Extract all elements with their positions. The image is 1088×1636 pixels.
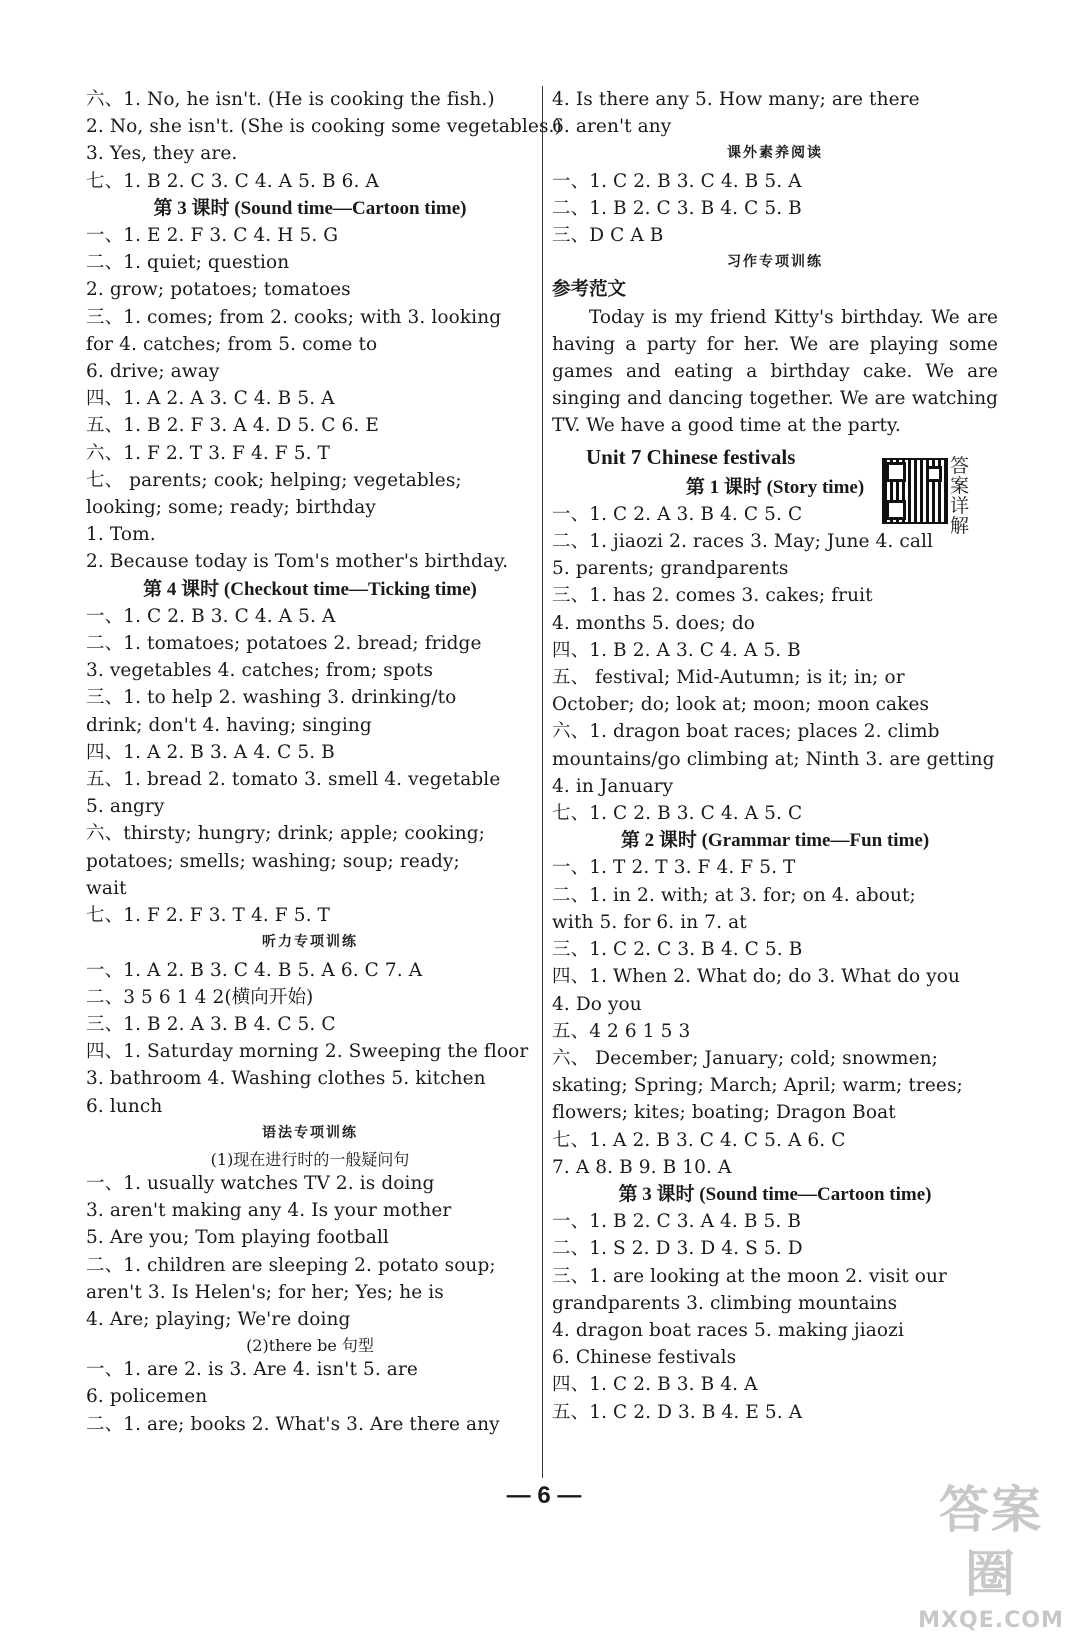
answer-line: 7. A 8. B 9. B 10. A [552,1156,732,1178]
lesson-heading: 第 3 课时 (Sound time—Cartoon time) [153,197,467,219]
answer-line: 七、1. B 2. C 3. C 4. A 5. B 6. A [86,170,379,192]
answer-line: 三、1. to help 2. washing 3. drinking/to [86,687,457,709]
answer-line: 五、1. bread 2. tomato 3. smell 4. vegetable [86,769,501,791]
answer-line: 四、1. When 2. What do; do 3. What do you [552,966,961,988]
answer-line: 六、thirsty; hungry; drink; apple; cooking; [86,823,485,845]
section-heading: 习作专项训练 [727,254,823,271]
answer-line: 六、1. dragon boat races; places 2. climb [552,721,940,743]
answer-line: 七、1. C 2. B 3. C 4. A 5. C [552,803,803,825]
answer-line: 6. policemen [86,1386,208,1408]
lesson-heading: 第 4 课时 (Checkout time—Ticking time) [143,578,477,600]
essay-heading: 参考范文 [552,279,627,301]
answer-line: 5. parents; grandparents [552,558,789,580]
answer-line: 2. No, she isn't. (She is cooking some vegetables.) [86,116,562,138]
answer-line: 二、1. in 2. with; at 3. for; on 4. about; [552,884,916,906]
answer-line: 二、1. are; books 2. What's 3. Are there any [86,1413,500,1435]
answer-line: potatoes; smells; washing; soup; ready; [86,850,460,872]
lesson-heading: 第 3 课时 (Sound time—Cartoon time) [618,1183,932,1205]
lesson-heading: 第 1 课时 (Story time) [685,476,865,498]
answer-line: 六、 December; January; cold; snowmen; [552,1047,938,1069]
answer-line: 四、1. Saturday morning 2. Sweeping the floor [86,1041,529,1063]
answer-line: 二、1. quiet; question [86,252,290,274]
answer-line: 一、1. B 2. C 3. A 4. B 5. B [552,1211,802,1233]
answer-line: 3. vegetables 4. catches; from; spots [86,660,434,682]
watermark-text: 答案圈 [939,1481,1043,1603]
answer-line: 三、1. B 2. A 3. B 4. C 5. C [86,1013,336,1035]
answer-line: 一、1. E 2. F 3. C 4. H 5. G [86,225,339,247]
answer-line: looking; some; ready; birthday [86,497,376,519]
subsection-heading: (1)现在进行时的一般疑问句 [210,1149,410,1169]
answer-line: 4. Is there any 5. How many; are there [552,89,920,110]
answer-line: 一、1. C 2. B 3. C 4. A 5. A [86,605,336,627]
answer-line: 5. Are you; Tom playing football [86,1227,389,1249]
answer-line: wait [86,877,127,899]
answer-line: 3. aren't making any 4. Is your mother [86,1200,452,1222]
answer-line: drink; don't 4. having; singing [86,714,372,736]
watermark-logo [916,1478,1066,1633]
answer-line: 五、4 2 6 1 5 3 [552,1020,691,1042]
answer-line: 四、1. A 2. A 3. C 4. B 5. A [86,388,335,410]
answer-line: aren't 3. Is Helen's; for her; Yes; he is [86,1281,444,1303]
right-bottom-section [552,474,998,1426]
answer-line: 2. grow; potatoes; tomatoes [86,279,351,301]
answer-line: 四、1. A 2. B 3. A 4. C 5. B [86,741,335,763]
answer-line: 三、1. are looking at the moon 2. visit our [552,1265,947,1287]
answer-line: flowers; kites; boating; Dragon Boat [552,1102,896,1124]
answer-line: grandparents 3. climbing mountains [552,1292,898,1314]
answer-line: 五、1. C 2. D 3. B 4. E 5. A [552,1401,803,1423]
qr-label: 答案详解 [950,455,970,537]
answer-line: 2. Because today is Tom's mother's birthday. [86,551,509,573]
column-divider [542,86,543,1478]
answer-line: 一、1. usually watches TV 2. is doing [86,1172,435,1194]
answer-line: 七、1. F 2. F 3. T 4. F 5. T [86,905,330,927]
answer-line: 六、1. No, he isn't. (He is cooking the fish.) [86,89,495,110]
answer-line: 4. in January [552,775,674,797]
section-heading: 听力专项训练 [262,934,358,951]
answer-line: 3. Yes, they are. [86,143,238,165]
answer-line: for 4. catches; from 5. come to [86,333,378,355]
answer-line: 七、1. A 2. B 3. C 4. C 5. A 6. C [552,1129,846,1151]
answer-line: 四、1. B 2. A 3. C 4. A 5. B [552,639,801,661]
answer-line: 1. Tom. [86,524,156,546]
answer-line: 四、1. C 2. B 3. B 4. A [552,1374,758,1396]
answer-line: 七、 parents; cook; helping; vegetables; [86,469,462,491]
answer-line: 4. Are; playing; We're doing [86,1308,351,1330]
answer-line: 一、1. C 2. A 3. B 4. C 5. C [552,503,803,525]
answer-line: 6. Chinese festivals [552,1347,737,1369]
unit-title: Unit 7 Chinese festivals [586,444,796,469]
answer-line: 三、D C A B [552,225,664,247]
answer-line: 五、 festival; Mid-Autumn; is it; in; or [552,667,905,689]
answer-line: 一、1. A 2. B 3. C 4. B 5. A 6. C 7. A [86,959,423,981]
answer-line: 五、1. B 2. F 3. A 4. D 5. C 6. E [86,415,379,437]
answer-line: 二、1. jiaozi 2. races 3. May; June 4. call [552,531,933,553]
answer-line: 二、3 5 6 1 4 2(横向开始) [86,986,314,1008]
answer-line: 六、1. F 2. T 3. F 4. F 5. T [86,442,330,464]
answer-line: 4. dragon boat races 5. making jiaozi [552,1319,904,1341]
answer-line: 5. angry [86,796,165,818]
answer-line: 三、1. C 2. C 3. B 4. C 5. B [552,939,803,961]
answer-line: 6. drive; away [86,361,220,383]
answer-line: 6. lunch [86,1095,163,1117]
lesson-heading: 第 2 课时 (Grammar time—Fun time) [620,830,930,852]
essay-body: Today is my friend Kitty's birthday. We are having a party for her. We are playing some games and eating a birthday cake. We are singing and dancing together. We are watching TV. We have a good time at the party. [552,306,998,437]
page-number: — 6 — [506,1482,582,1509]
answer-line: 4. Do you [552,993,642,1015]
right-column [552,86,998,1426]
answer-line: 三、1. has 2. comes 3. cakes; fruit [552,585,873,607]
qr-code-icon[interactable] [882,458,948,524]
answer-line: 3. bathroom 4. Washing clothes 5. kitchen [86,1068,486,1090]
section-heading: 课外素养阅读 [727,145,823,162]
answer-line: 二、1. B 2. C 3. B 4. C 5. B [552,197,802,219]
answer-line: 二、1. children are sleeping 2. potato soup; [86,1254,496,1276]
answer-line: 一、1. are 2. is 3. Are 4. isn't 5. are [86,1359,418,1381]
answer-line: 6. aren't any [552,116,672,138]
section-heading: 语法专项训练 [262,1124,358,1141]
answer-line: 三、1. comes; from 2. cooks; with 3. looking [86,306,502,328]
answer-line: 4. months 5. does; do [552,612,755,634]
answer-line: October; do; look at; moon; moon cakes [552,694,930,716]
answer-line: 一、1. T 2. T 3. F 4. F 5. T [552,857,796,879]
left-column [86,86,562,1438]
answer-line: 一、1. C 2. B 3. C 4. B 5. A [552,170,802,192]
right-top-section [552,86,998,276]
answer-line: with 5. for 6. in 7. at [552,911,747,933]
answer-line: 二、1. tomatoes; potatoes 2. bread; fridge [86,633,482,655]
answer-line: skating; Spring; March; April; warm; trees; [552,1075,963,1097]
subsection-heading: (2)there be 句型 [246,1336,374,1356]
answer-line: mountains/go climbing at; Ninth 3. are getting [552,748,995,770]
answer-line: 二、1. S 2. D 3. D 4. S 5. D [552,1238,803,1260]
watermark-url: MXQE.COM [918,1608,1064,1633]
